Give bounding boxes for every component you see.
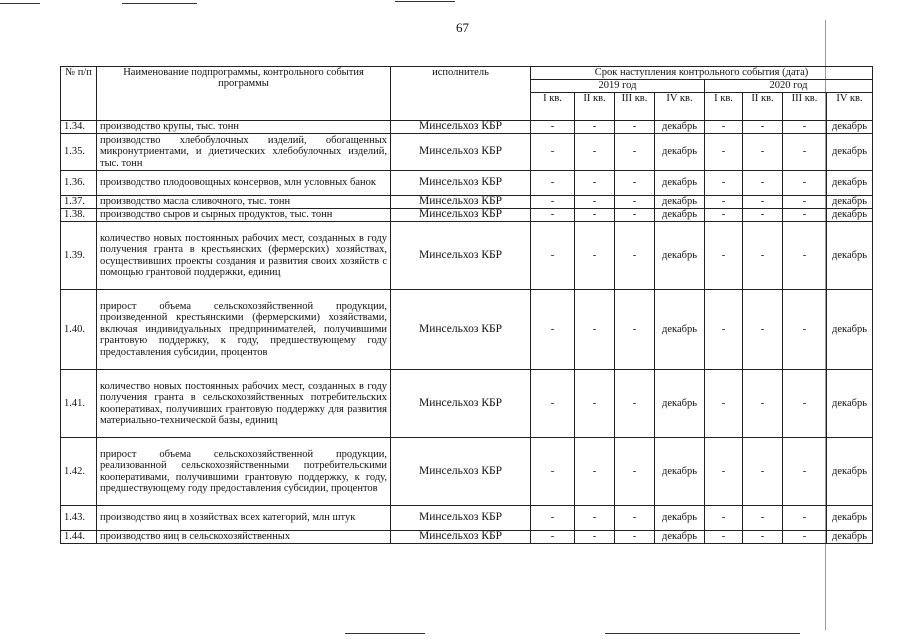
header-year-2020: 2020 год bbox=[705, 80, 873, 93]
row-quarter-value: - bbox=[705, 134, 743, 171]
row-quarter-value: - bbox=[575, 370, 615, 438]
row-name: прирост объема сельскохозяйственной продукции, произведенной крестьянскими (фермерскими) хозяйствами, включая индивидуальных предпринимателей, получившими грантовую поддержку, к году, предшествующему году предоставления субсидии, процентов bbox=[97, 290, 391, 370]
row-quarter-value: - bbox=[531, 531, 575, 544]
row-name: производство плодоовощных консервов, млн условных банок bbox=[97, 171, 391, 196]
row-quarter-value: - bbox=[531, 196, 575, 209]
row-name: производство масла сливочного, тыс. тонн bbox=[97, 196, 391, 209]
row-quarter-value: декабрь bbox=[655, 531, 705, 544]
table-row bbox=[61, 438, 873, 506]
row-executor: Минсельхоз КБР bbox=[391, 196, 531, 209]
row-quarter-value: - bbox=[783, 209, 827, 222]
row-name: производство крупы, тыс. тонн bbox=[97, 121, 391, 134]
scan-artifact-top-mid bbox=[122, 3, 197, 4]
row-quarter-value: - bbox=[743, 370, 783, 438]
row-quarter-value: - bbox=[615, 531, 655, 544]
row-quarter-value: - bbox=[743, 196, 783, 209]
row-quarter-value: - bbox=[531, 171, 575, 196]
row-quarter-value: декабрь bbox=[827, 370, 873, 438]
row-executor: Минсельхоз КБР bbox=[391, 290, 531, 370]
row-quarter-value: - bbox=[743, 222, 783, 290]
row-quarter-value: - bbox=[575, 531, 615, 544]
row-quarter-value: - bbox=[575, 134, 615, 171]
row-executor: Минсельхоз КБР bbox=[391, 222, 531, 290]
row-number: 1.41. bbox=[61, 370, 97, 438]
row-quarter-value: - bbox=[531, 506, 575, 531]
page-number: 67 bbox=[456, 20, 469, 35]
row-quarter-value: - bbox=[705, 438, 743, 506]
header-num: № п/п bbox=[61, 67, 97, 121]
row-number: 1.36. bbox=[61, 171, 97, 196]
scan-artifact-bottom-mid bbox=[345, 633, 425, 634]
row-quarter-value: - bbox=[575, 506, 615, 531]
control-events-table bbox=[60, 66, 873, 544]
header-deadline: Срок наступления контрольного события (дата) bbox=[531, 67, 873, 80]
row-quarter-value: - bbox=[743, 531, 783, 544]
header-quarter: II кв. bbox=[575, 93, 615, 121]
table-row bbox=[61, 370, 873, 438]
row-quarter-value: - bbox=[705, 506, 743, 531]
header-quarter: II кв. bbox=[743, 93, 783, 121]
table-row bbox=[61, 290, 873, 370]
row-quarter-value: декабрь bbox=[655, 222, 705, 290]
row-quarter-value: - bbox=[783, 222, 827, 290]
table-row bbox=[61, 171, 873, 196]
row-number: 1.34. bbox=[61, 121, 97, 134]
row-quarter-value: - bbox=[743, 506, 783, 531]
row-quarter-value: - bbox=[615, 196, 655, 209]
row-quarter-value: - bbox=[615, 134, 655, 171]
row-quarter-value: - bbox=[531, 370, 575, 438]
row-quarter-value: - bbox=[575, 290, 615, 370]
row-quarter-value: - bbox=[705, 171, 743, 196]
row-number: 1.42. bbox=[61, 438, 97, 506]
row-quarter-value: декабрь bbox=[827, 531, 873, 544]
row-quarter-value: декабрь bbox=[655, 438, 705, 506]
row-quarter-value: - bbox=[615, 171, 655, 196]
row-quarter-value: декабрь bbox=[827, 438, 873, 506]
row-quarter-value: декабрь bbox=[827, 121, 873, 134]
row-quarter-value: декабрь bbox=[827, 171, 873, 196]
row-quarter-value: - bbox=[743, 134, 783, 171]
row-quarter-value: - bbox=[615, 506, 655, 531]
row-quarter-value: - bbox=[705, 370, 743, 438]
row-number: 1.43. bbox=[61, 506, 97, 531]
table-row bbox=[61, 134, 873, 171]
table-row bbox=[61, 196, 873, 209]
row-quarter-value: - bbox=[531, 222, 575, 290]
row-executor: Минсельхоз КБР bbox=[391, 370, 531, 438]
row-quarter-value: - bbox=[783, 196, 827, 209]
header-year-2019: 2019 год bbox=[531, 80, 705, 93]
table-body bbox=[61, 121, 873, 544]
row-quarter-value: - bbox=[743, 171, 783, 196]
row-quarter-value: - bbox=[743, 121, 783, 134]
row-quarter-value: декабрь bbox=[655, 121, 705, 134]
row-quarter-value: - bbox=[615, 209, 655, 222]
row-quarter-value: - bbox=[531, 438, 575, 506]
row-name: количество новых постоянных рабочих мест, созданных в году получения гранта в крестьянских (фермерских) хозяйствах, осуществивших проекты создания и развития своих хозяйств с помощью грантовой поддержки, единиц bbox=[97, 222, 391, 290]
row-quarter-value: - bbox=[575, 209, 615, 222]
header-executor: исполнитель bbox=[391, 67, 531, 121]
row-number: 1.40. bbox=[61, 290, 97, 370]
row-quarter-value: - bbox=[783, 370, 827, 438]
row-quarter-value: - bbox=[615, 121, 655, 134]
row-executor: Минсельхоз КБР bbox=[391, 506, 531, 531]
row-name: производство яиц в сельскохозяйственных bbox=[97, 531, 391, 544]
scan-artifact-top-left bbox=[0, 3, 40, 4]
row-quarter-value: - bbox=[575, 196, 615, 209]
row-quarter-value: - bbox=[531, 121, 575, 134]
row-number: 1.44. bbox=[61, 531, 97, 544]
row-quarter-value: декабрь bbox=[655, 506, 705, 531]
row-quarter-value: - bbox=[615, 370, 655, 438]
table-row bbox=[61, 121, 873, 134]
row-quarter-value: - bbox=[783, 134, 827, 171]
row-quarter-value: - bbox=[615, 222, 655, 290]
row-executor: Минсельхоз КБР bbox=[391, 438, 531, 506]
row-quarter-value: декабрь bbox=[827, 134, 873, 171]
row-executor: Минсельхоз КБР bbox=[391, 121, 531, 134]
row-quarter-value: - bbox=[531, 209, 575, 222]
row-executor: Минсельхоз КБР bbox=[391, 171, 531, 196]
row-executor: Минсельхоз КБР bbox=[391, 209, 531, 222]
row-quarter-value: декабрь bbox=[655, 134, 705, 171]
header-quarter: I кв. bbox=[705, 93, 743, 121]
row-quarter-value: - bbox=[575, 171, 615, 196]
header-quarter: I кв. bbox=[531, 93, 575, 121]
row-name: количество новых постоянных рабочих мест, созданных в году получения гранта в сельскохозяйственных потребительских кооперативах, получивших грантовую поддержку для развития материально-технической базы, единиц bbox=[97, 370, 391, 438]
row-quarter-value: декабрь bbox=[827, 506, 873, 531]
row-quarter-value: - bbox=[615, 438, 655, 506]
row-quarter-value: - bbox=[783, 171, 827, 196]
row-quarter-value: декабрь bbox=[827, 196, 873, 209]
row-quarter-value: - bbox=[783, 531, 827, 544]
row-quarter-value: - bbox=[575, 222, 615, 290]
row-number: 1.37. bbox=[61, 196, 97, 209]
row-quarter-value: - bbox=[705, 531, 743, 544]
row-number: 1.38. bbox=[61, 209, 97, 222]
table-row bbox=[61, 531, 873, 544]
table-row bbox=[61, 222, 873, 290]
row-executor: Минсельхоз КБР bbox=[391, 134, 531, 171]
row-number: 1.35. bbox=[61, 134, 97, 171]
row-name: производство сыров и сырных продуктов, тыс. тонн bbox=[97, 209, 391, 222]
row-name: производство яиц в хозяйствах всех категорий, млн штук bbox=[97, 506, 391, 531]
row-name: производство хлебобулочных изделий, обогащенных микронутриентами, и диетических хлебобулочных изделий, тыс. тонн bbox=[97, 134, 391, 171]
row-quarter-value: - bbox=[705, 121, 743, 134]
row-quarter-value: - bbox=[705, 222, 743, 290]
row-quarter-value: - bbox=[575, 121, 615, 134]
row-quarter-value: декабрь bbox=[827, 222, 873, 290]
row-quarter-value: - bbox=[531, 134, 575, 171]
header-name: Наименование подпрограммы, контрольного события программы bbox=[97, 67, 391, 121]
row-quarter-value: - bbox=[743, 209, 783, 222]
row-quarter-value: декабрь bbox=[655, 290, 705, 370]
row-quarter-value: декабрь bbox=[827, 290, 873, 370]
row-quarter-value: - bbox=[531, 290, 575, 370]
row-quarter-value: - bbox=[783, 290, 827, 370]
row-quarter-value: - bbox=[783, 506, 827, 531]
header-quarter: III кв. bbox=[783, 93, 827, 121]
header-quarter: IV кв. bbox=[827, 93, 873, 121]
row-name: прирост объема сельскохозяйственной продукции, реализованной сельскохозяйственными потребительскими кооперативами, получившими грантовую поддержку, к году, предшествующему году предоставления субсидии, процентов bbox=[97, 438, 391, 506]
row-quarter-value: - bbox=[705, 196, 743, 209]
scan-artifact-top-right bbox=[395, 1, 455, 2]
row-quarter-value: декабрь bbox=[655, 209, 705, 222]
header-quarter: IV кв. bbox=[655, 93, 705, 121]
row-number: 1.39. bbox=[61, 222, 97, 290]
header-quarter: III кв. bbox=[615, 93, 655, 121]
row-quarter-value: декабрь bbox=[827, 209, 873, 222]
scan-artifact-bottom-right bbox=[605, 633, 800, 634]
row-quarter-value: - bbox=[743, 290, 783, 370]
row-quarter-value: - bbox=[575, 438, 615, 506]
row-quarter-value: декабрь bbox=[655, 370, 705, 438]
row-quarter-value: - bbox=[783, 121, 827, 134]
row-quarter-value: - bbox=[705, 290, 743, 370]
table-row bbox=[61, 209, 873, 222]
row-quarter-value: декабрь bbox=[655, 171, 705, 196]
row-executor: Минсельхоз КБР bbox=[391, 531, 531, 544]
row-quarter-value: декабрь bbox=[655, 196, 705, 209]
row-quarter-value: - bbox=[705, 209, 743, 222]
row-quarter-value: - bbox=[783, 438, 827, 506]
row-quarter-value: - bbox=[615, 290, 655, 370]
row-quarter-value: - bbox=[743, 438, 783, 506]
table-row bbox=[61, 506, 873, 531]
